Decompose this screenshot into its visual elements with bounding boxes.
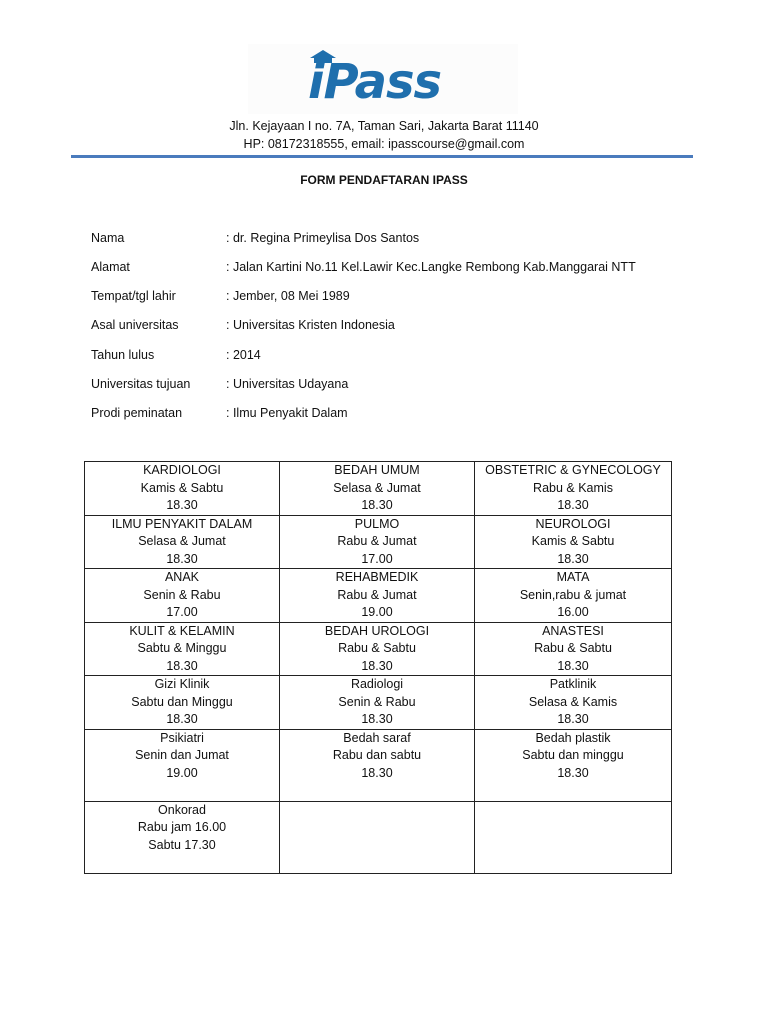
table-row [85,729,672,801]
field-value: : Universitas Kristen Indonesia [226,318,395,332]
schedule-cell-empty [475,801,672,873]
header-divider [71,155,693,158]
field-label: Universitas tujuan [91,377,191,391]
schedule-cell-empty [280,801,475,873]
schedule-cell: REHABMEDIK Rabu & Jumat 19.00 [280,569,475,623]
schedule-cell: Bedah saraf Rabu dan sabtu 18.30 [280,729,475,801]
schedule-cell: ANASTESI Rabu & Sabtu 18.30 [475,622,672,676]
field-label: Nama [91,231,125,245]
schedule-cell: Patklinik Selasa & Kamis 18.30 [475,676,672,730]
address-line-1: Jln. Kejayaan I no. 7A, Taman Sari, Jakarta Barat 11140 [229,119,539,133]
schedule-cell: Psikiatri Senin dan Jumat 19.00 [85,729,280,801]
field-label: Tempat/tgl lahir [91,289,176,303]
table-row [85,801,672,873]
logo [248,44,518,114]
table-row [85,622,672,676]
schedule-cell: MATA Senin,rabu & jumat 16.00 [475,569,672,623]
field-label: Asal universitas [91,318,179,332]
field-value: : Ilmu Penyakit Dalam [226,406,348,420]
schedule-cell: KULIT & KELAMIN Sabtu & Minggu 18.30 [85,622,280,676]
schedule-cell: Gizi Klinik Sabtu dan Minggu 18.30 [85,676,280,730]
schedule-cell: PULMO Rabu & Jumat 17.00 [280,515,475,569]
field-label: Tahun lulus [91,348,155,362]
schedule-cell: Radiologi Senin & Rabu 18.30 [280,676,475,730]
schedule-cell: BEDAH UROLOGI Rabu & Sabtu 18.30 [280,622,475,676]
schedule-table [84,461,672,874]
address-line-2: HP: 08172318555, email: ipasscourse@gmail.com [243,137,525,151]
schedule-cell: KARDIOLOGI Kamis & Sabtu 18.30 [85,462,280,516]
field-value: : 2014 [226,348,261,362]
field-label: Alamat [91,260,130,274]
schedule-cell: OBSTETRIC & GYNECOLOGY Rabu & Kamis 18.30 [475,462,672,516]
table-row [85,569,672,623]
schedule-cell: NEUROLOGI Kamis & Sabtu 18.30 [475,515,672,569]
schedule-cell: BEDAH UMUM Selasa & Jumat 18.30 [280,462,475,516]
field-value: : Jember, 08 Mei 1989 [226,289,350,303]
schedule-cell: ILMU PENYAKIT DALAM Selasa & Jumat 18.30 [85,515,280,569]
schedule-cell: Onkorad Rabu jam 16.00 Sabtu 17.30 [85,801,280,873]
logo-text: iPass [308,54,442,110]
table-row [85,515,672,569]
field-value: : dr. Regina Primeylisa Dos Santos [226,231,420,245]
field-value: : Jalan Kartini No.11 Kel.Lawir Kec.Langke Rembong Kab.Manggarai NTT [226,260,636,274]
schedule-cell: Bedah plastik Sabtu dan minggu 18.30 [475,729,672,801]
schedule-cell: ANAK Senin & Rabu 17.00 [85,569,280,623]
table-row [85,462,672,516]
table-row [85,676,672,730]
field-value: : Universitas Udayana [226,377,349,391]
field-label: Prodi peminatan [91,406,183,420]
form-title: FORM PENDAFTARAN IPASS [300,173,468,187]
